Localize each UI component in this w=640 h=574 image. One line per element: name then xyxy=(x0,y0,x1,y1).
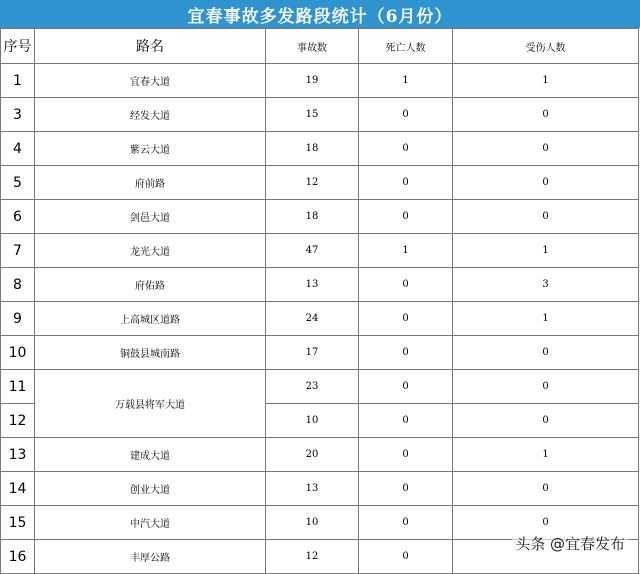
cell-deaths: 1 xyxy=(359,234,453,268)
header-deaths: 死亡人数 xyxy=(359,29,453,64)
cell-injuries: 1 xyxy=(453,302,639,336)
cell-road: 宜春大道 xyxy=(35,64,266,98)
cell-injuries: 0 xyxy=(453,336,639,370)
cell-accidents: 10 xyxy=(266,404,359,438)
cell-accidents: 23 xyxy=(266,370,359,404)
cell-no: 9 xyxy=(1,302,35,336)
table-row xyxy=(1,64,639,98)
cell-road: 创业大道 xyxy=(35,472,266,506)
cell-deaths: 0 xyxy=(359,268,453,302)
cell-road: 龙光大道 xyxy=(35,234,266,268)
cell-accidents: 19 xyxy=(266,64,359,98)
cell-injuries: 0 xyxy=(453,472,639,506)
cell-injuries: 3 xyxy=(453,268,639,302)
watermark-text: 头条 @宜春发布 xyxy=(512,532,628,555)
table-row xyxy=(1,268,639,302)
header-accidents: 事故数 xyxy=(266,29,359,64)
header-injuries: 受伤人数 xyxy=(453,29,639,64)
cell-road: 建成大道 xyxy=(35,438,266,472)
table-row xyxy=(1,98,639,132)
cell-no: 10 xyxy=(1,336,35,370)
table-row xyxy=(1,132,639,166)
header-road: 路名 xyxy=(35,29,266,64)
table-row xyxy=(1,370,639,404)
cell-road: 经发大道 xyxy=(35,98,266,132)
table-row xyxy=(1,302,639,336)
cell-injuries: 0 xyxy=(453,404,639,438)
cell-no: 15 xyxy=(1,506,35,540)
cell-road: 府佑路 xyxy=(35,268,266,302)
cell-accidents: 47 xyxy=(266,234,359,268)
cell-accidents: 20 xyxy=(266,438,359,472)
cell-no: 12 xyxy=(1,404,35,438)
cell-accidents: 18 xyxy=(266,200,359,234)
cell-injuries: 0 xyxy=(453,98,639,132)
cell-deaths: 0 xyxy=(359,370,453,404)
cell-no: 11 xyxy=(1,370,35,404)
cell-accidents: 17 xyxy=(266,336,359,370)
table-row xyxy=(1,472,639,506)
cell-injuries: 1 xyxy=(453,64,639,98)
header-no: 序号 xyxy=(1,29,35,64)
cell-road: 府前路 xyxy=(35,166,266,200)
cell-deaths: 0 xyxy=(359,540,453,574)
cell-injuries: 0 xyxy=(453,132,639,166)
cell-deaths: 1 xyxy=(359,64,453,98)
cell-injuries: 0 xyxy=(453,506,639,540)
cell-accidents: 12 xyxy=(266,540,359,574)
cell-no: 7 xyxy=(1,234,35,268)
cell-deaths: 0 xyxy=(359,200,453,234)
cell-accidents: 18 xyxy=(266,132,359,166)
cell-road-merged: 万载县将军大道 xyxy=(35,370,266,438)
cell-deaths: 0 xyxy=(359,98,453,132)
cell-road: 铜鼓县城南路 xyxy=(35,336,266,370)
table-row xyxy=(1,438,639,472)
table-row xyxy=(1,234,639,268)
cell-no: 4 xyxy=(1,132,35,166)
cell-no: 16 xyxy=(1,540,35,574)
cell-accidents: 10 xyxy=(266,506,359,540)
accident-table xyxy=(0,28,639,574)
cell-accidents: 13 xyxy=(266,472,359,506)
cell-deaths: 0 xyxy=(359,166,453,200)
table-row xyxy=(1,336,639,370)
cell-deaths: 0 xyxy=(359,404,453,438)
cell-road: 剑邑大道 xyxy=(35,200,266,234)
table-row xyxy=(1,166,639,200)
header-row xyxy=(1,29,639,64)
cell-deaths: 0 xyxy=(359,438,453,472)
cell-injuries: 0 xyxy=(453,166,639,200)
cell-deaths: 0 xyxy=(359,472,453,506)
cell-road: 上高城区道路 xyxy=(35,302,266,336)
cell-no: 8 xyxy=(1,268,35,302)
cell-road: 紫云大道 xyxy=(35,132,266,166)
cell-no: 14 xyxy=(1,472,35,506)
cell-no: 1 xyxy=(1,64,35,98)
cell-injuries: 0 xyxy=(453,370,639,404)
cell-deaths: 0 xyxy=(359,132,453,166)
cell-injuries: 1 xyxy=(453,438,639,472)
cell-deaths: 0 xyxy=(359,302,453,336)
table-title: 宜春事故多发路段统计（6月份） xyxy=(0,0,640,28)
cell-accidents: 13 xyxy=(266,268,359,302)
cell-road: 丰厚公路 xyxy=(35,540,266,574)
cell-road: 中汽大道 xyxy=(35,506,266,540)
cell-deaths: 0 xyxy=(359,506,453,540)
cell-deaths: 0 xyxy=(359,336,453,370)
cell-accidents: 12 xyxy=(266,166,359,200)
cell-accidents: 24 xyxy=(266,302,359,336)
cell-no: 13 xyxy=(1,438,35,472)
cell-no: 5 xyxy=(1,166,35,200)
table-row xyxy=(1,200,639,234)
cell-no: 6 xyxy=(1,200,35,234)
cell-accidents: 15 xyxy=(266,98,359,132)
cell-injuries: 0 xyxy=(453,200,639,234)
cell-no: 3 xyxy=(1,98,35,132)
cell-injuries: 1 xyxy=(453,234,639,268)
